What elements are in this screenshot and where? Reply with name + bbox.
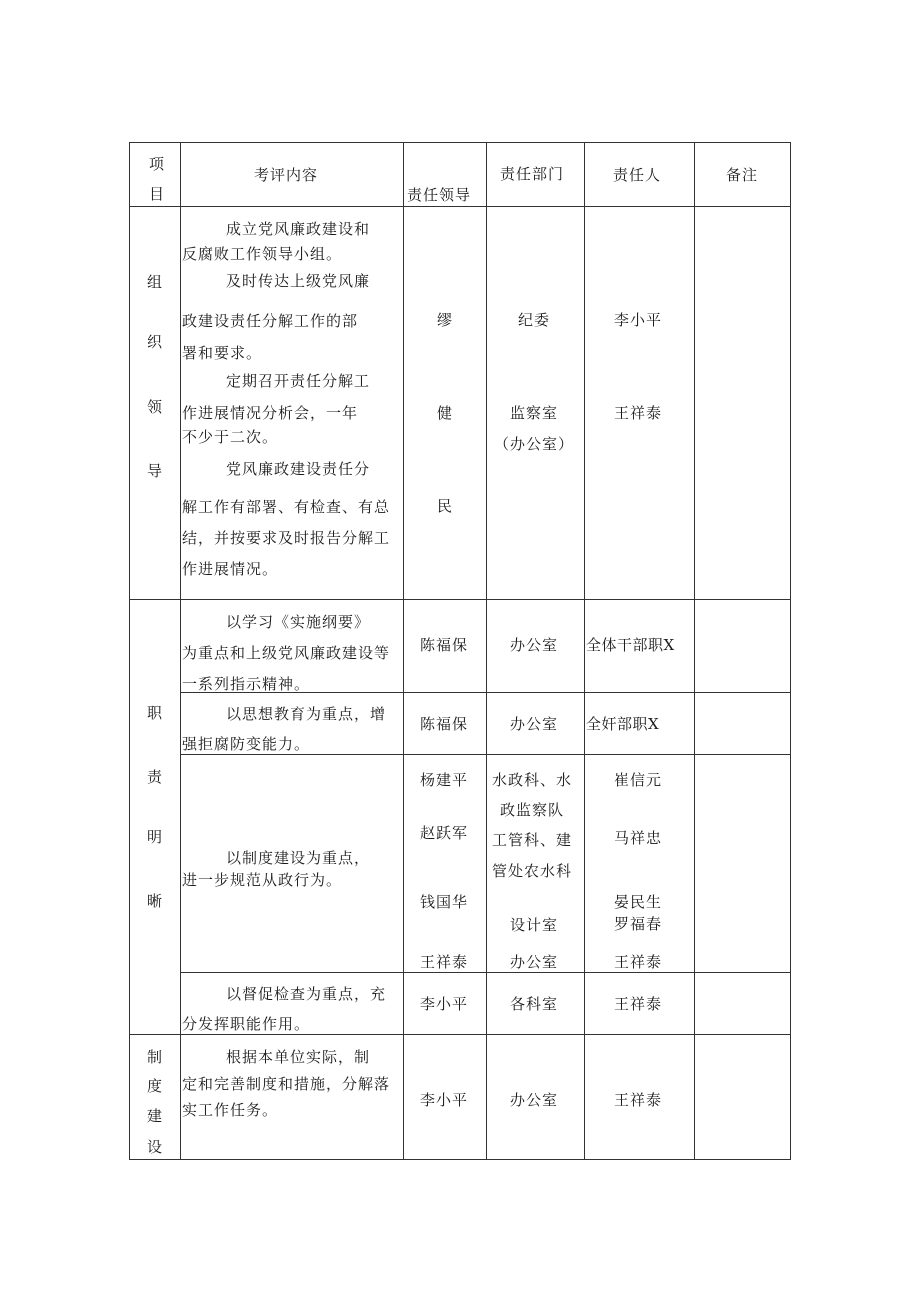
header-department: 责任部门 — [500, 165, 565, 183]
category-char: 导 — [147, 462, 164, 480]
person-name: 李小平 — [614, 311, 663, 329]
content-line: 以督促检查为重点，充 — [226, 985, 387, 1003]
leader-name: 陈福保 — [420, 636, 469, 654]
leader-char: 健 — [437, 404, 454, 422]
category-char: 设 — [147, 1138, 164, 1156]
category-char: 建 — [147, 1107, 164, 1125]
content-line: 作进展情况分析会，一年 — [182, 404, 359, 422]
department-line: 政监察队 — [500, 801, 565, 819]
leader-name: 陈福保 — [420, 715, 469, 733]
header-item-1: 项 — [149, 155, 166, 173]
leader-name: 李小平 — [420, 1091, 469, 1109]
table-border-bottom — [129, 1159, 791, 1160]
content-line: 作进展情况。 — [182, 560, 279, 578]
department-name: 办公室 — [510, 1091, 559, 1109]
content-line: 党风廉政建设责任分 — [226, 460, 371, 478]
section-divider — [129, 599, 791, 600]
category-char: 职 — [147, 704, 164, 722]
content-line: 一系列指示精神。 — [182, 675, 311, 693]
department-line: 纪委 — [518, 311, 551, 329]
column-divider — [403, 142, 404, 1160]
header-remark: 备注 — [726, 166, 759, 184]
leader-name: 李小平 — [420, 995, 469, 1013]
department-name: 办公室 — [510, 715, 559, 733]
section-divider — [129, 1034, 791, 1035]
department-line: （办公室） — [494, 435, 575, 453]
content-line: 不少于二次。 — [182, 428, 279, 446]
person-name: 王祥泰 — [614, 995, 663, 1013]
column-divider — [584, 142, 585, 1160]
person-name: 王祥泰 — [614, 953, 663, 971]
department-line: 办公室 — [510, 953, 559, 971]
table-border-left — [129, 142, 130, 1160]
content-line: 署和要求。 — [182, 344, 263, 362]
department-line: 监察室 — [510, 404, 559, 422]
content-line: 定和完善制度和措施，分解落 — [182, 1075, 391, 1093]
category-char: 织 — [147, 333, 164, 351]
content-line: 实工作任务。 — [182, 1101, 279, 1119]
category-char: 明 — [147, 828, 164, 846]
category-char: 度 — [147, 1077, 164, 1095]
table-border-right — [790, 142, 791, 1160]
content-line: 进一步规范从政行为。 — [182, 871, 343, 889]
content-line: 成立党风廉政建设和 — [226, 220, 371, 238]
content-line: 以学习《实施纲要》 — [226, 613, 371, 631]
content-line: 根据本单位实际，制 — [226, 1048, 371, 1066]
category-char: 责 — [147, 768, 164, 786]
category-char: 领 — [147, 398, 164, 416]
leader-name: 赵跃军 — [420, 824, 469, 842]
leader-name: 杨建平 — [420, 771, 469, 789]
person-name: 王祥泰 — [614, 1091, 663, 1109]
column-divider — [180, 142, 181, 1160]
person-name: 罗福春 — [614, 915, 663, 933]
category-char: 晰 — [147, 892, 164, 910]
person-name: 晏民生 — [614, 893, 663, 911]
department-line: 管处农水科 — [492, 862, 573, 880]
header-person: 责任人 — [613, 166, 662, 184]
content-line: 政建设责任分解工作的部 — [182, 312, 359, 330]
person-name: 全奸部职X — [586, 715, 660, 733]
content-line: 反腐败工作领导小组。 — [182, 245, 343, 263]
header-item-2: 目 — [149, 185, 166, 203]
header-divider — [129, 206, 791, 207]
leader-char: 缪 — [437, 311, 454, 329]
table-border-top — [129, 142, 791, 143]
content-line: 强拒腐防变能力。 — [182, 735, 311, 753]
leader-char: 民 — [437, 497, 454, 515]
content-line: 及时传达上级党风廉 — [226, 272, 371, 290]
person-name: 马祥忠 — [614, 829, 663, 847]
department-line: 水政科、水 — [492, 771, 573, 789]
header-leader: 责任领导 — [407, 186, 472, 204]
department-name: 办公室 — [510, 636, 559, 654]
person-name: 全体干部职X — [586, 636, 675, 654]
content-line: 定期召开责任分解工 — [226, 372, 371, 390]
person-name: 崔信元 — [614, 771, 663, 789]
column-divider — [486, 142, 487, 1160]
header-content: 考评内容 — [254, 166, 319, 184]
content-line: 以思想教育为重点，增 — [226, 705, 387, 723]
category-char: 制 — [147, 1048, 164, 1066]
leader-name: 王祥泰 — [420, 953, 469, 971]
content-line: 结，并按要求及时报告分解工 — [182, 529, 391, 547]
column-divider — [694, 142, 695, 1160]
content-line: 以制度建设为重点， — [226, 849, 371, 867]
leader-name: 钱国华 — [420, 893, 469, 911]
category-char: 组 — [147, 273, 164, 291]
content-line: 分发挥职能作用。 — [182, 1015, 311, 1033]
content-line: 解工作有部署、有检查、有总 — [182, 498, 391, 516]
department-line: 工管科、建 — [492, 831, 573, 849]
department-line: 设计室 — [510, 916, 559, 934]
department-name: 各科室 — [510, 995, 559, 1013]
content-line: 为重点和上级党风廉政建设等 — [182, 644, 391, 662]
person-name: 王祥泰 — [614, 404, 663, 422]
